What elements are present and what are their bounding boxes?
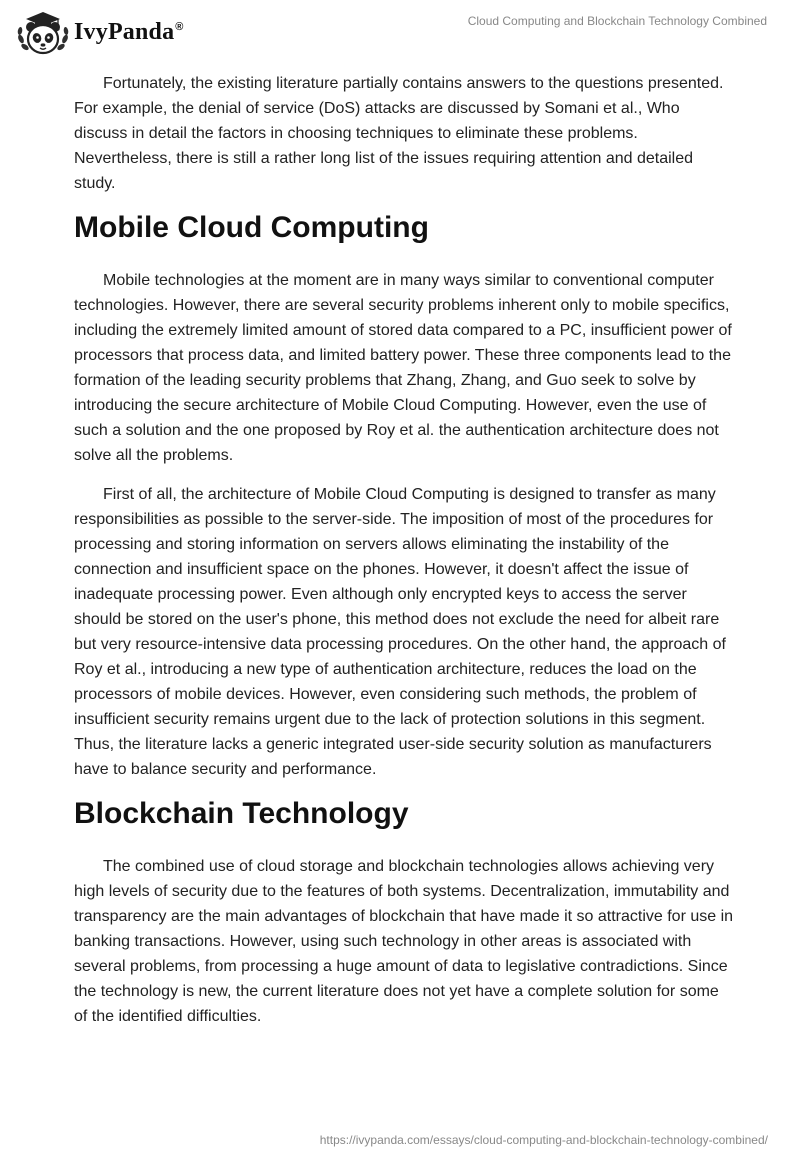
heading-blockchain-technology: Blockchain Technology xyxy=(74,797,409,830)
ivypanda-logo[interactable] xyxy=(14,9,184,57)
heading-mobile-cloud-computing: Mobile Cloud Computing xyxy=(74,211,429,244)
panda-graduate-icon xyxy=(14,9,72,57)
mobile-paragraph-1: Mobile technologies at the moment are in many ways similar to conventional computer technologies. However, there are several security problems inherent only to mobile specifics, including the extremely limited amount of stored data compared to a PC, insufficient power of processors that process data, and limited battery power. These three components lead to the formation of the leading security problems that Zhang, Zhang, and Guo seek to solve by introducing the secure architecture of Mobile Cloud Computing. However, even the use of such a solution and the one proposed by Roy et al. the authentication architecture does not solve all the problems. xyxy=(74,272,732,464)
page-header xyxy=(0,0,800,60)
source-url[interactable]: https://ivypanda.com/essays/cloud-computing-and-blockchain-technology-combined/ xyxy=(319,1133,768,1147)
essay-content xyxy=(74,71,734,1043)
blockchain-paragraph-1: The combined use of cloud storage and blockchain technologies allows achieving very high levels of security due to the features of both systems. Decentralization, immutability and transparency are the main advantages of blockchain that have made it so attractive for use in banking transactions. However, using such technology in other areas is associated with several problems, from processing a huge amount of data to legislative contradictions. Since the technology is new, the current literature does not yet have a complete solution for some of the identified difficulties. xyxy=(74,858,734,1025)
intro-paragraph: Fortunately, the existing literature partially contains answers to the questions presented. For example, the denial of service (DoS) attacks are discussed by Somani et al., Who discuss in detail the factors in choosing techniques to eliminate these problems. Nevertheless, there is still a rather long list of the issues requiring attention and detailed study. xyxy=(74,75,724,192)
logo-wordmark: IvyPanda® xyxy=(74,18,184,45)
mobile-paragraph-2: First of all, the architecture of Mobile Cloud Computing is designed to transfer as many responsibilities as possible to the server-side. The imposition of most of the procedures for processing and storing information on servers allows eliminating the instability of the connection and insufficient space on the phones. However, it doesn't affect the issue of inadequate processing power. Even although only encrypted keys to access the server should be stored on the user's phone, this method does not exclude the need for albeit rare but very resource-intensive data processing procedures. On the other hand, the approach of Roy et al., introducing a new type of authentication architecture, reduces the load on the processors of mobile devices. However, even considering such methods, the problem of insufficient security remains urgent due to the lack of protection solutions in this segment. Thus, the literature lacks a generic integrated user-side security solution as manufacturers have to balance security and performance. xyxy=(74,486,726,778)
document-title: Cloud Computing and Blockchain Technology Combined xyxy=(467,14,767,28)
